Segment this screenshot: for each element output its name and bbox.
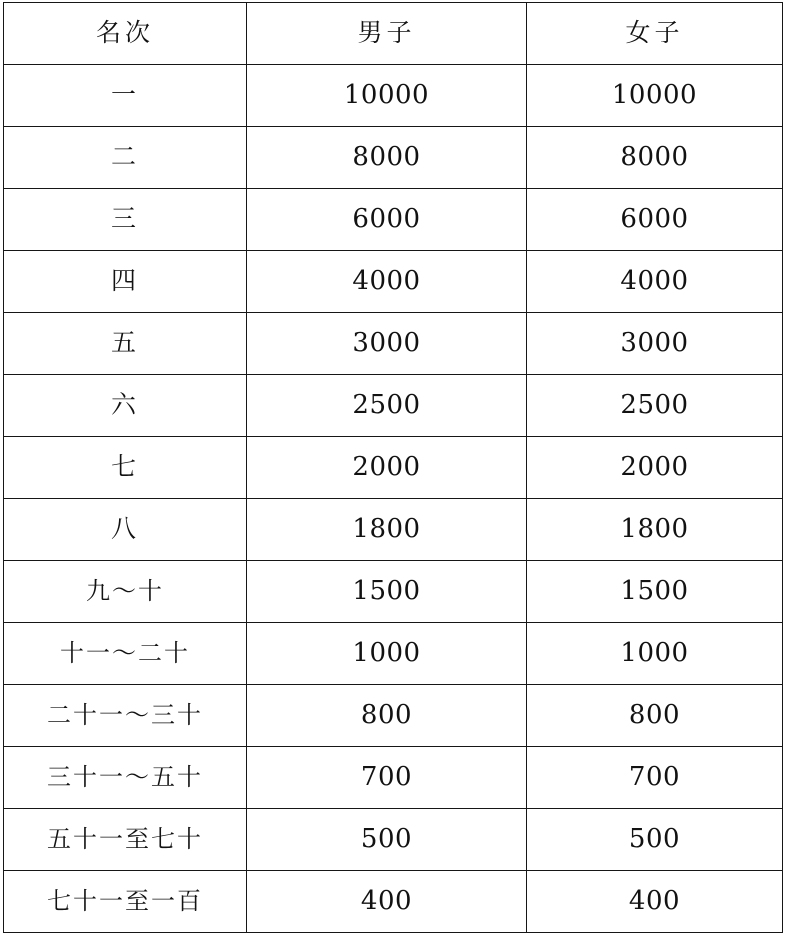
prize-money-table [3,2,783,933]
women-prize-value: 2500 [527,375,783,437]
table-row [4,809,783,871]
women-prize-value: 700 [527,747,783,809]
table-row [4,127,783,189]
rank-label: 七 [4,437,247,499]
table-row [4,189,783,251]
men-prize-value: 6000 [247,189,527,251]
men-prize-value: 400 [247,871,527,933]
women-prize-value: 8000 [527,127,783,189]
table-header-row [4,3,783,65]
rank-label: 五 [4,313,247,375]
rank-label: 二十一〜三十 [4,685,247,747]
men-prize-value: 1000 [247,623,527,685]
column-header-men: 男子 [247,3,527,65]
women-prize-value: 500 [527,809,783,871]
rank-label: 十一〜二十 [4,623,247,685]
rank-label: 七十一至一百 [4,871,247,933]
rank-label: 四 [4,251,247,313]
women-prize-value: 800 [527,685,783,747]
table-body [4,3,783,933]
table-row [4,871,783,933]
men-prize-value: 8000 [247,127,527,189]
table-row [4,747,783,809]
table-row [4,437,783,499]
women-prize-value: 400 [527,871,783,933]
rank-label: 三 [4,189,247,251]
women-prize-value: 1500 [527,561,783,623]
women-prize-value: 2000 [527,437,783,499]
men-prize-value: 2000 [247,437,527,499]
table-row [4,251,783,313]
women-prize-value: 1800 [527,499,783,561]
men-prize-value: 500 [247,809,527,871]
men-prize-value: 3000 [247,313,527,375]
table-row [4,561,783,623]
women-prize-value: 3000 [527,313,783,375]
women-prize-value: 4000 [527,251,783,313]
rank-label: 三十一〜五十 [4,747,247,809]
men-prize-value: 4000 [247,251,527,313]
table-row [4,313,783,375]
rank-label: 五十一至七十 [4,809,247,871]
table-row [4,65,783,127]
men-prize-value: 1800 [247,499,527,561]
men-prize-value: 700 [247,747,527,809]
table-row [4,499,783,561]
women-prize-value: 10000 [527,65,783,127]
table-row [4,623,783,685]
rank-label: 一 [4,65,247,127]
column-header-rank: 名次 [4,3,247,65]
rank-label: 八 [4,499,247,561]
rank-label: 九〜十 [4,561,247,623]
column-header-women: 女子 [527,3,783,65]
men-prize-value: 2500 [247,375,527,437]
rank-label: 二 [4,127,247,189]
table-row [4,685,783,747]
men-prize-value: 800 [247,685,527,747]
men-prize-value: 1500 [247,561,527,623]
men-prize-value: 10000 [247,65,527,127]
rank-label: 六 [4,375,247,437]
women-prize-value: 6000 [527,189,783,251]
table-row [4,375,783,437]
women-prize-value: 1000 [527,623,783,685]
